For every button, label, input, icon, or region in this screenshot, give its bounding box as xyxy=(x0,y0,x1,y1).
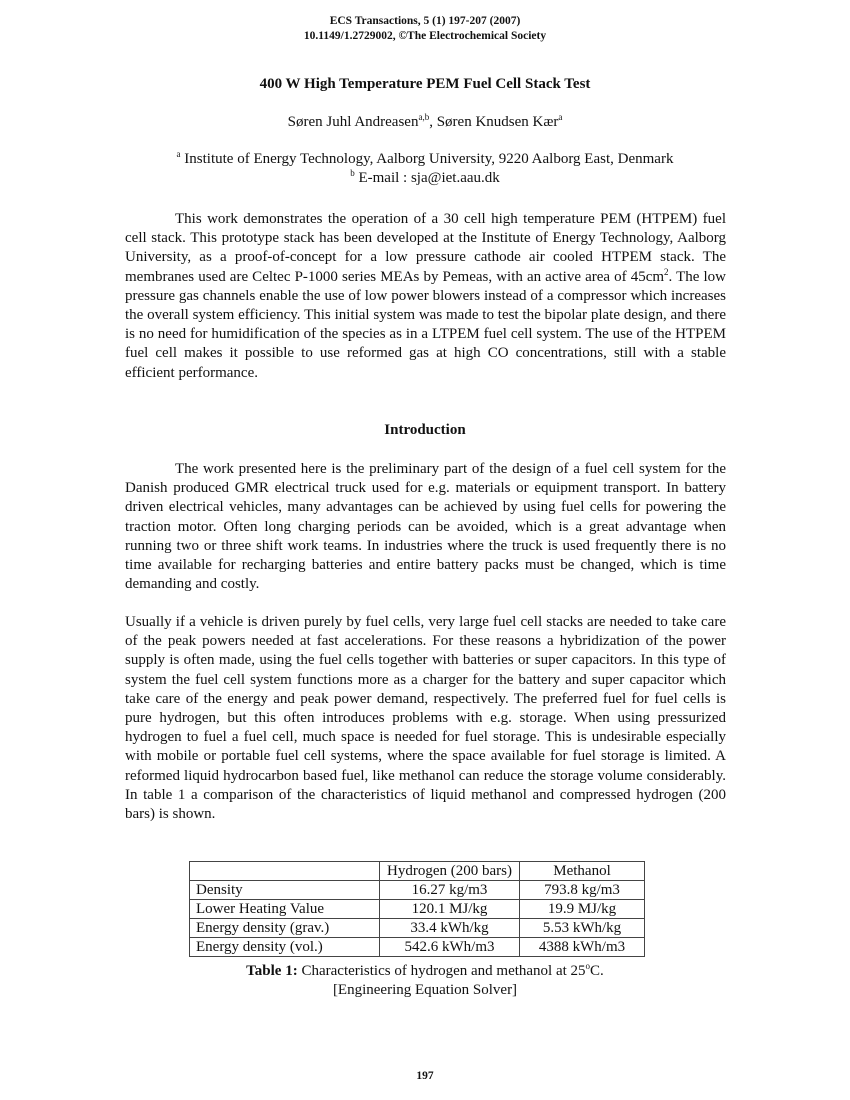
author-list xyxy=(0,114,850,131)
table-caption xyxy=(0,962,850,1000)
abstract-text: . The low pressure gas channels enable the use of low power blowers instead of a compressor which increases the overall system efficiency. This initial system was made to test the bipolar plate design, and there is no need for humidification of the species as in a LTPEM fuel cell system. The use of the HTPEM fuel cell makes it possible to use reformed gas at high CO concentrations, still with a stable efficient performance. xyxy=(125,268,726,381)
journal-header xyxy=(0,14,850,44)
abstract-paragraph xyxy=(125,210,726,383)
table-row xyxy=(190,900,645,919)
superscript: 2 xyxy=(664,266,669,277)
table-1 xyxy=(189,861,645,957)
table-header-row xyxy=(190,862,645,881)
author-name: Søren Knudsen Kær xyxy=(436,114,559,130)
table-cell: 19.9 MJ/kg xyxy=(520,900,645,919)
caption-text: C. xyxy=(590,963,604,979)
section-heading-introduction: Introduction xyxy=(384,422,466,438)
affiliation-text: Institute of Energy Technology, Aalborg University, 9220 Aalborg East, Denmark xyxy=(180,151,674,167)
table-header-cell: Hydrogen (200 bars) xyxy=(380,862,520,881)
author-affiliation-marker: a xyxy=(558,112,563,122)
page-number: 197 xyxy=(416,1070,434,1082)
table-cell: 793.8 kg/m3 xyxy=(520,881,645,900)
table-header-cell: Methanol xyxy=(520,862,645,881)
caption-line xyxy=(0,962,850,981)
table-row xyxy=(190,938,645,957)
intro-paragraph-1: The work presented here is the preliminary part of the design of a fuel cell system for the Danish produced GMR electrical truck used for e.g. materials or equipment transport. In battery driven electrical vehicles, many advantages can be achieved by using fuel cells for powering the traction motor. Often long charging periods can be avoided, which is a great advantage when running two or three shift work teams. In industries where the truck is used frequently there is no time available for recharging batteries and entire battery packs must be changed, which is time demanding and costly. xyxy=(125,461,726,593)
affiliation-b xyxy=(0,169,850,188)
author-name: Søren Juhl Andreasen xyxy=(287,114,419,130)
email-text: E-mail : sja@iet.aau.dk xyxy=(354,170,500,186)
affiliation-marker: a xyxy=(176,149,181,159)
journal-citation: ECS Transactions, 5 (1) 197-207 (2007) xyxy=(329,15,521,27)
table-header-cell xyxy=(190,862,380,881)
table-row xyxy=(190,919,645,938)
table-cell: 33.4 kWh/kg xyxy=(380,919,520,938)
table-cell: Lower Heating Value xyxy=(190,900,380,919)
table-cell: 4388 kWh/m3 xyxy=(520,938,645,957)
table-cell: Energy density (grav.) xyxy=(190,919,380,938)
author-affiliation-marker: a,b xyxy=(418,112,430,122)
caption-label: Table 1: xyxy=(246,963,298,979)
abstract-text: This work demonstrates the operation of a 30 cell high temperature PEM (HTPEM) fuel cell stack. This prototype stack has been developed at the Institute of Energy Technology, Aalborg University, as a proof-of-concept for a low pressure cathode air cooled HTPEM stack. The membranes used are Celtec P-1000 series MEAs by Pemeas, with an active area of 45cm xyxy=(125,211,726,285)
affiliation-a xyxy=(0,150,850,169)
intro-paragraph-2: Usually if a vehicle is driven purely by fuel cells, very large fuel cell stacks are needed to take care of the peak powers needed at fast accelerations. For these reasons a hybridization of the power supply is often made, using the fuel cells together with batteries or super capacitors. In this type of system the fuel cell system functions more as a charger for the battery and super capacitor which take care of the energy and peak power demand, respectively. The preferred fuel for fuel cells is pure hydrogen, but this often introduces problems with e.g. storage. When using pressurized hydrogen to fuel a fuel cell, much space is needed for fuel storage. This is undesirable especially with mobile or portable fuel cell systems, where the space available for fuel storage is limited. A reformed liquid hydrocarbon based fuel, like methanol can reduce the storage volume considerably. In table 1 a comparison of the characteristics of liquid methanol and compressed hydrogen (200 bars) is shown. xyxy=(125,614,726,823)
affiliations xyxy=(0,150,850,188)
doi-copyright: 10.1149/1.2729002, ©The Electrochemical Society xyxy=(303,30,547,42)
caption-text: Characteristics of hydrogen and methanol at 25 xyxy=(297,963,586,979)
caption-source: [Engineering Equation Solver] xyxy=(332,982,518,998)
table-cell: 542.6 kWh/m3 xyxy=(380,938,520,957)
table-cell: Energy density (vol.) xyxy=(190,938,380,957)
degree-superscript: o xyxy=(585,961,591,971)
affiliation-marker: b xyxy=(350,168,355,178)
table-row xyxy=(190,881,645,900)
table-cell: 16.27 kg/m3 xyxy=(380,881,520,900)
table-cell: 5.53 kWh/kg xyxy=(520,919,645,938)
table-cell: 120.1 MJ/kg xyxy=(380,900,520,919)
table-cell: Density xyxy=(190,881,380,900)
author-separator: , xyxy=(429,114,437,130)
paper-title: 400 W High Temperature PEM Fuel Cell Stack Test xyxy=(259,76,591,92)
